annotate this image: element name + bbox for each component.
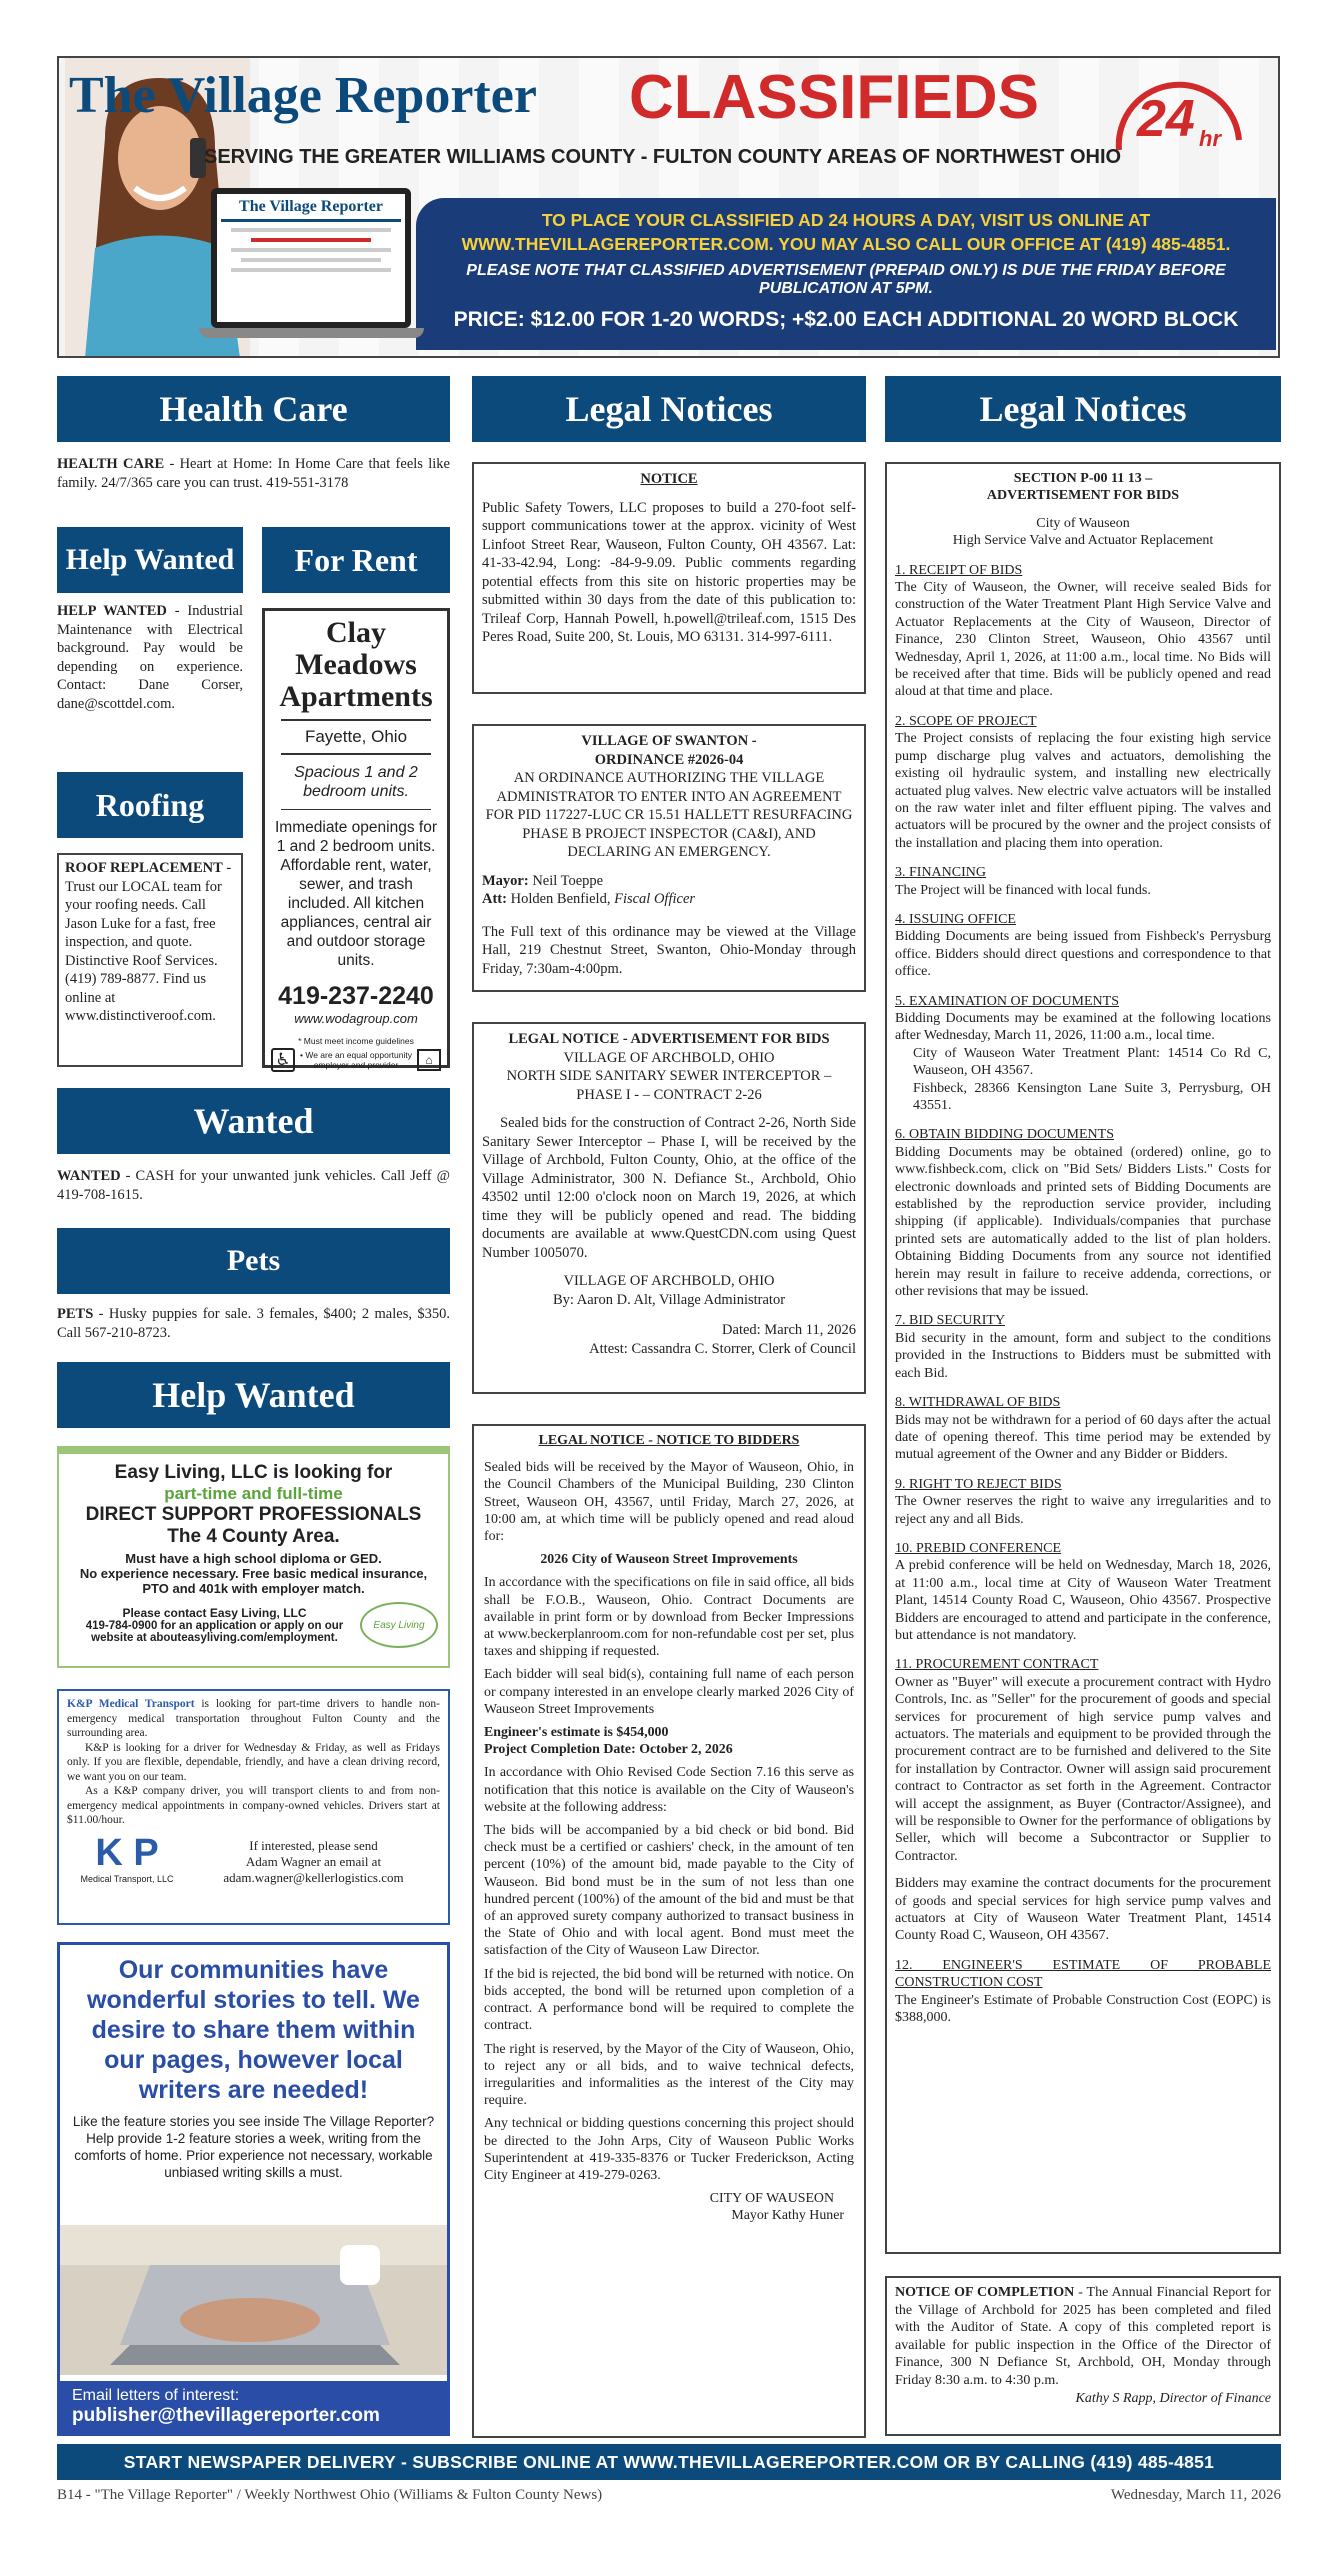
masthead-title: The Village Reporter [69,67,537,124]
valve-s4-heading: 4. ISSUING OFFICE [895,911,1016,927]
easy-living-line5: Must have a high school diploma or GED. [125,1551,382,1566]
wauseon-completion: Project Completion Date: October 2, 2026 [484,1742,733,1758]
wanted-text: - CASH for your unwanted junk vehicles. Call Jeff @ 419-708-1615. [57,1168,450,1203]
kp-para-3: As a K&P company driver, you will transport clients to and from non-emergency medical appointments in company-owned vehicles. Drivers start at $11.00/hour. [67,1785,440,1826]
folio-date: Wednesday, March 11, 2026 [1110,2487,1281,2503]
valve-sub-1: City of Wauseon [1036,515,1130,531]
wauseon-para-3: Each bidder will seal bid(s), containing full name of each person or company interested in an envelope clearly marked 2026 City of Wauseon Street Improvements [484,1667,854,1717]
kp-contact-email[interactable]: adam.wagner@kellerlogistics.com [223,1870,404,1885]
valve-s11b: Bidders may examine the contract documents for the procurement of goods and special services for high service pump valves and actuators at City of Wauseon Water Treatment Plant, 14514 County Road C, Wauseon, OH 43567. [895,1876,1271,1944]
kp-name: K&P Medical Transport [67,1698,195,1710]
legal-notices-header-col2: Legal Notices [472,376,866,442]
valve-s7: Bid security in the amount, form and subject to the conditions provided in the Instructions to Bidders must be submitted with each Bid. [895,1330,1271,1381]
notice-tower-title: NOTICE [640,471,698,487]
valve-s8: Bids may not be withdrawn for a period of 60 days after the actual date of opening thereof. This time period may be extended by mutual agreement of the Owner and any Bidder or Bidders. [895,1412,1271,1463]
subscribe-banner[interactable]: START NEWSPAPER DELIVERY - SUBSCRIBE ONLINE AT WWW.THEVILLAGEREPORTER.COM OR BY CALLING (419) 485-4851 [57,2444,1281,2480]
valve-s11: Owner as "Buyer" will execute a procurement contract with Hydro Controls, Inc. as "Seller" for the procurement of goods and special services for procurement of high service pump valves and actuators. The materials and equipment to be provided through the procurement contract are to be furnished and delivered to the Site for installation by Contractor. Owner will assign said procurement contract to Contractor as set forth in the Agreement. Contractor will accept the assignment, as Buyer (Contractor/Assignee), and will be responsible to Owner for the performance of obligations by Seller, which will become a Subcontractor or Supplier to Contractor. [895,1674,1271,1864]
archbold-dated: Dated: March 11, 2026 [722,1322,856,1338]
equal-housing-icon: ⌂ [417,1049,441,1071]
valve-s12: The Engineer's Estimate of Probable Construction Cost (EOPC) is $388,000. [895,1992,1271,2026]
laptop-screen [211,188,411,328]
wauseon-valve-bids [885,462,1281,2254]
help-wanted-text: - Industrial Maintenance with Electrical background. Pay would be depending on experience. Contact: Dane Corser, dane@scottdel.com. [57,603,243,712]
for-rent-header: For Rent [262,527,450,593]
swanton-title-2: ORDINANCE #2026-04 [594,751,744,768]
writers-email-label: Email letters of interest: [72,2387,240,2404]
notice-tower [472,462,866,694]
archbold-body: Sealed bids for the construction of Contract 2-26, North Side Sanitary Sewer Interceptor – Phase I, will be received by the Village of Archbold, Fulton County, Ohio, at the office of the Village Administrator, 300 N. Defiance St., Archbold, Ohio 43502 until 12:00 o'clock noon on March 19, 2026, at which time they will be publicly opened and read. The bidding documents are available at www.QuestCDN.com using Quest Number 1005070. [482,1115,856,1261]
wauseon-para-5: The bids will be accompanied by a bid check or bid bond. Bid check must be a certified or cashiers' check, in the amount of ten percent (10%) of the amount bid, made payable to the City of Wauseon. Bid bond must be in the sum of not less than one hundred percent (100%) of the amount of the bid and must be that of an approved surety company authorized to transact business in the State of Ohio and with local agent. Bond must meet the satisfaction of the City of Wauseon Law Director. [484,1823,854,1959]
archbold-sub-1: VILLAGE OF ARCHBOLD, OHIO [563,1049,775,1066]
swanton-att-label: Att: [482,891,507,907]
completion-lead: NOTICE OF COMPLETION [895,2285,1075,2300]
valve-s9-heading: 9. RIGHT TO REJECT BIDS [895,1476,1062,1492]
wauseon-sign-2: Mayor Kathy Huner [731,2208,844,2224]
help-wanted-ad [57,602,243,713]
kp-logo-letters: K P [95,1831,159,1874]
swanton-mayor: Neil Toeppe [528,872,604,889]
valve-s7-heading: 7. BID SECURITY [895,1313,1006,1329]
wanted-lead: WANTED [57,1168,121,1184]
completion-text: - The Annual Financial Report for the Village of Archbold for 2025 has been completed and filed with the Auditor of State. A copy of this completed report is available for public inspection in the Office of the Director of Finance, 300 N Defiance St, Archbold, OH, Monday through Friday 8:30 a.m. to 4:30 p.m. [895,2285,1272,2388]
valve-s9: The Owner reserves the right to waive any irregularities and to reject any and all Bids. [895,1494,1271,1527]
help-wanted-lead: HELP WANTED [57,603,167,619]
masthead-classifieds: CLASSIFIEDS [629,63,1039,132]
24hr-clock-badge [1099,70,1249,160]
archbold-title: LEGAL NOTICE - ADVERTISEMENT FOR BIDS [508,1031,830,1047]
rent-fine-print-2: • We are an equal opportunity employer and provider [300,1050,412,1070]
valve-sub-2: High Service Valve and Actuator Replacement [952,533,1214,549]
completion-sign: Kathy S Rapp, Director of Finance [1075,2390,1271,2406]
kp-logo-sub: Medical Transport, LLC [80,1873,174,1884]
valve-s4: Bidding Documents are being issued from Fishbeck's Perrysburg office. Bidders should direct questions and correspondence to that office. [895,929,1271,980]
help-wanted-2-header: Help Wanted [57,1362,450,1428]
masthead-info-panel [416,198,1276,350]
valve-s5: Bidding Documents may be examined at the following locations after Wednesday, March 11, 2026, 11:00 a.m., local time. [895,1010,1271,1044]
easy-living-line3: DIRECT SUPPORT PROFESSIONALS [85,1504,422,1525]
masthead-price: PRICE: $12.00 FOR 1-20 WORDS; +$2.00 EACH ADDITIONAL 20 WORD BLOCK [453,308,1239,331]
archbold-sign-2: By: Aaron D. Alt, Village Administrator [552,1291,786,1308]
archbold-bids-notice [472,1022,866,1394]
laptop-screen-title: The Village Reporter [239,198,383,215]
wauseon-estimate: Engineer's estimate is $454,000 [484,1725,669,1741]
legal-notices-header-col3: Legal Notices [885,376,1281,442]
health-care-header: Health Care [57,376,450,442]
valve-s12-heading: 12. ENGINEER'S ESTIMATE OF PROBABLE CONSTRUCTION COST [895,1957,1271,1991]
roofing-header: Roofing [57,772,243,838]
valve-s10: A prebid conference will be held on Wednesday, March 18, 2026, at 11:00 a.m., local time at City of Wauseon Water Treatment Plant, 14514 County Road C, Wauseon, Ohio 43567. Prospective Bidders are encouraged to attend and participate in the conference, but attendance is not mandatory. [895,1558,1271,1643]
valve-s6-heading: 6. OBTAIN BIDDING DOCUMENTS [895,1127,1114,1143]
help-wanted-header: Help Wanted [57,527,243,593]
badge-unit: hr [1199,126,1221,151]
wauseon-sign-1: CITY OF WAUSEON [709,2191,834,2207]
easy-living-logo: Easy Living [360,1602,438,1648]
wauseon-para-7: The right is reserved, by the Mayor of the City of Wauseon, Ohio, to reject any or all bids, and to waive technical defects, irregularities and informalities as the interest of the City may require. [484,2041,854,2109]
rent-fine-print-1: * Must meet income guidelines [298,1036,414,1046]
valve-s5-location-b: Fishbeck, 28366 Kensington Lane Suite 3, Perrysburg, OH 43551. [913,1080,1271,1113]
wanted-ad [57,1167,450,1204]
valve-s2-heading: 2. SCOPE OF PROJECT [895,713,1037,729]
wauseon-para-8: Any technical or bidding questions concerning this project should be directed to the John Arps, City of Wauseon Public Works Superintendent at 419-335-8376 or Tucker Frederickson, Acting City Engineer at 419-279-0263. [484,2116,854,2183]
valve-s8-heading: 8. WITHDRAWAL OF BIDS [895,1395,1061,1411]
masthead [57,56,1280,358]
easy-living-line8: 419-784-0900 for an application or apply on our website at abouteasyliving.com/employment. [85,1620,344,1644]
swanton-subtitle: AN ORDINANCE AUTHORIZING THE VILLAGE ADMINISTRATOR TO ENTER INTO AN AGREEMENT FOR PID 117227-LUC CR 15.51 HALLETT RESURFACING PHASE B PROJECT INSPECTOR (CA&I), AND DECLARING AN EMERGENCY. [485,770,853,860]
archbold-sub-2: NORTH SIDE SANITARY SEWER INTERCEPTOR – PHASE I - – CONTRACT 2-26 [506,1068,832,1103]
masthead-serving: SERVING THE GREATER WILLIAMS COUNTY - FULTON COUNTY AREAS OF NORTHWEST OHIO [204,146,1122,168]
notice-tower-body: Public Safety Towers, LLC proposes to build a 270-foot self-support communications tower at the approx. vicinity of West Linfoot Street Rear, Wauseon, Fulton County, OH 43567. Lat: 41-33-42.94, Long: -84-9-9.09. Public comments regarding potential effects from this site on historic properties may be submitted within 30 days from the date of this publication to: Trileaf Corp, Hannah Powell, h.powell@trileaf.com, 1515 Des Peres Road, Suite 200, St. Louis, MO 63131. 314-997-6111. [482,499,856,645]
rent-units: Spacious 1 and 2 bedroom units. [294,764,418,800]
valve-s3-heading: 3. FINANCING [895,865,986,881]
clay-meadows-ad [262,608,450,1068]
rent-city: Fayette, Ohio [304,727,408,746]
wanted-header: Wanted [57,1088,450,1154]
swanton-title-1: VILLAGE OF SWANTON - [581,733,757,749]
wauseon-project: 2026 City of Wauseon Street Improvements [540,1552,798,1568]
archbold-attest: Attest: Cassandra C. Storrer, Clerk of Council [589,1340,856,1357]
pets-ad [57,1305,450,1342]
swanton-ordinance [472,724,866,992]
typing-on-laptop-photo [60,2225,447,2375]
wauseon-para-1: Sealed bids will be received by the Mayor of Wauseon, Ohio, in the Council Chambers of the Municipal Building, 230 Clinton Street, Wauseon OH, 43567, until Friday, March 27, 2026, at 10:00 am, at which time will be publicly opened and read aloud for: [484,1460,854,1545]
writers-body: Like the feature stories you see inside The Village Reporter? Help provide 1-2 feature stories a week, writing from the comforts of home. Prior experience not necessary, workable unbiased writing skills a must. [72,2114,435,2180]
pets-lead: PETS [57,1306,94,1322]
pets-text: - Husky puppies for sale. 3 females, $400; 2 males, $350. Call 567-210-8723. [57,1306,450,1341]
kp-logo [67,1831,187,1887]
easy-living-line2: part-time and full-time [164,1484,343,1503]
easy-living-line6: No experience necessary. Free basic medical insurance, PTO and 401k with employer match. [79,1566,428,1596]
writers-wanted-ad [57,1942,450,2436]
kp-para-2: K&P is looking for a driver for Wednesday & Friday, as well as Fridays only. If you are flexible, dependable, friendly, and have a clean driving record, we want you on our team. [67,1741,440,1783]
swanton-att: Holden Benfield, [506,891,615,907]
valve-s1-heading: 1. RECEIPT OF BIDS [895,562,1023,578]
easy-living-line4: The 4 County Area. [167,1526,340,1547]
wauseon-para-6: If the bid is rejected, the bid bond will be returned with notice. On bids accepted, the bond will be returned upon completion of a contract. A performance bond will be required to complete the contract. [484,1966,854,2034]
valve-s6: Bidding Documents may be obtained (ordered) online, go to www.fishbeck.com, click on "Bid Sets/ Bidders Lists." Costs for electronic downloads and printed sets of Bidding Documents are established by the reproduction service provider, including shipping (if applicable). Individuals/companies that purchase printed sets are automatically added to the list of plan holders. Obtaining Bidding Documents from any source not identified herein may result in failure to receive addenda, corrections, or other revisions that may be issued. [895,1144,1271,1300]
health-care-text: - Heart at Home: In Home Care that feels like family. 24/7/365 care you can trust. 419-551-3178 [57,456,450,491]
wauseon-para-4: In accordance with Ohio Revised Code Section 7.16 this serve as notification that this notice is available on the City of Wauseon's website at the following address: [484,1765,854,1815]
swanton-att-role: Fiscal Officer [614,891,696,907]
kp-para-1-text: is looking for part-time drivers to handle non-emergency medical transportation throughout Fulton County and the surrounding area. [67,1698,440,1739]
notice-of-completion [885,2276,1281,2436]
easy-living-ad [57,1446,450,1668]
health-care-ad [57,455,450,492]
valve-s5-location-a: City of Wauseon Water Treatment Plant: 14514 Co Rd C, Wauseon, OH 43567. [913,1045,1271,1079]
roofing-lead: ROOF REPLACEMENT [65,860,223,876]
kp-contact-2: Adam Wagner an email at [245,1854,382,1869]
laptop-illustration [199,188,424,348]
valve-s2: The Project consists of replacing the four existing high service pump discharge plug valves and actuators, demolishing the existing oil hydraulic system, and installing new electrically actuated plug valves. New electric valve actuators will be installed on the raw water inlet and filter effluent piping. The valves and actuators will be procured by the owner and the project consists of the installation and placing them into operation. [895,731,1271,851]
valve-s3: The Project will be financed with local funds. [895,882,1151,898]
rent-name-line1: Clay Meadows [295,616,417,681]
writers-email[interactable]: publisher@thevillagereporter.com [72,2405,380,2426]
pets-header: Pets [57,1228,450,1294]
roofing-ad [57,853,243,1067]
health-care-lead: HEALTH CARE [57,456,165,472]
valve-s11-heading: 11. PROCUREMENT CONTRACT [895,1657,1099,1673]
accessibility-icon: ♿ [271,1048,295,1072]
roofing-text: - Trust our LOCAL team for your roofing needs. Call Jason Luke for a fast, free inspection, and quote. Distinctive Roof Services. (419) 789-8877. Find us online at www.distinctiveroof.com. [65,860,232,1024]
wauseon-title: LEGAL NOTICE - NOTICE TO BIDDERS [538,1433,800,1448]
kp-contact-1: If interested, please send [249,1838,378,1853]
masthead-info-line3: PLEASE NOTE THAT CLASSIFIED ADVERTISEMENT (PREPAID ONLY) IS DUE THE FRIDAY BEFORE PUBLICATION AT 5PM. [466,262,1226,297]
masthead-info-line2: WWW.THEVILLAGEREPORTER.COM. YOU MAY ALSO CALL OUR OFFICE AT (419) 485-4851. [461,234,1231,254]
valve-title-1: SECTION P-00 11 13 – [1013,471,1153,486]
valve-title-2: ADVERTISEMENT FOR BIDS [986,488,1180,504]
folio-left: B14 - "The Village Reporter" / Weekly Northwest Ohio (Williams & Fulton County News) [57,2487,603,2503]
rent-website: www.wodagroup.com [294,1011,418,1026]
badge-number: 24 [1137,90,1195,148]
swanton-body: The Full text of this ordinance may be viewed at the Village Hall, 219 Chestnut Street, Swanton, Ohio-Monday through Friday, 7:30am-4:00pm. [482,923,856,977]
kp-para-1 [67,1697,440,1741]
laptop-base [199,328,424,338]
valve-s1: The City of Wauseon, the Owner, will receive sealed Bids for construction of the Water Treatment Plant High Service Valve and Actuator Replacements at the City of Wauseon, Director of Finance, 230 Clinton Street, Wauseon, Ohio 43567 until Wednesday, April 1, 2026, at 11:00 a.m., local time. No Bids will be received after that time. Bids will be publicly opened and read aloud at that time and place. [895,580,1271,700]
valve-s10-heading: 10. PREBID CONFERENCE [895,1540,1062,1556]
kp-transport-ad [57,1689,450,1925]
swanton-mayor-label: Mayor: [482,872,529,889]
wauseon-para-2: In accordance with the specifications on file in said office, all bids shall be F.O.B., Wauseon, Ohio. Contract Documents are available in print form or by download from Becker Impressions at www.beckerplanroom.com for non-refundable cost per set, plus taxes and shipping if requested. [484,1575,854,1660]
masthead-info-line1: TO PLACE YOUR CLASSIFIED AD 24 HOURS A DAY, VISIT US ONLINE AT [541,210,1151,230]
wauseon-bidders-notice [472,1424,866,2438]
easy-living-line1: Easy Living, LLC is looking for [114,1462,393,1483]
rent-body: Immediate openings for 1 and 2 bedroom units. Affordable rent, water, sewer, and trash included. All kitchen appliances, central air and outdoor storage units. [275,819,437,969]
archbold-sign-1: VILLAGE OF ARCHBOLD, OHIO [563,1273,775,1289]
easy-living-line7: Please contact Easy Living, LLC [122,1606,307,1620]
valve-s5-heading: 5. EXAMINATION OF DOCUMENTS [895,993,1119,1009]
rent-name-line2: Apartments [279,680,433,713]
writers-headline: Our communities have wonderful stories to tell. We desire to share them within our pages, however local writers are needed! [87,1956,420,2104]
rent-phone: 419-237-2240 [278,982,434,1010]
